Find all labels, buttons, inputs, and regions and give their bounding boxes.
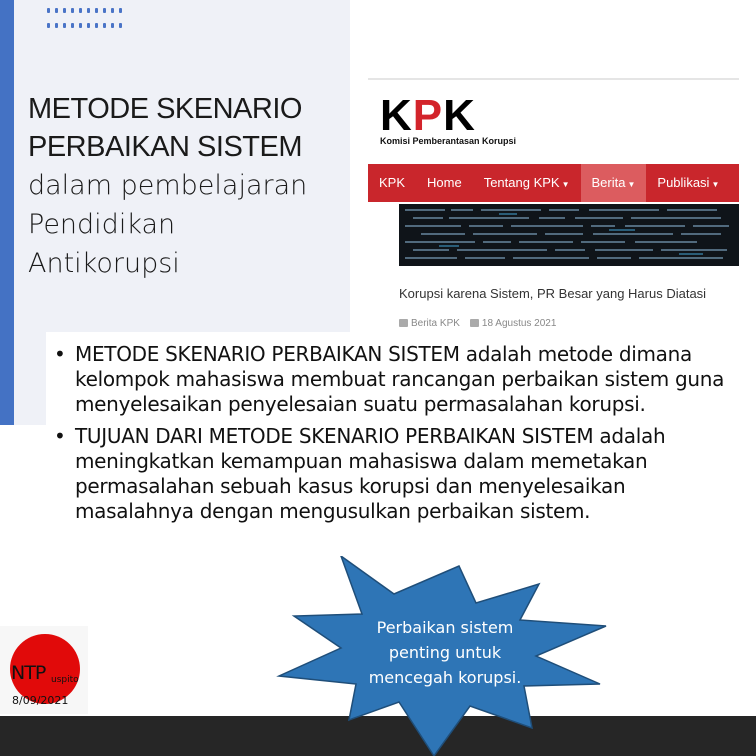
nav-label: KPK bbox=[379, 175, 406, 190]
title-line-2: PERBAIKAN SISTEM bbox=[28, 131, 303, 163]
bullet-list bbox=[54, 342, 734, 531]
kpk-logo[interactable] bbox=[380, 91, 517, 146]
nav-label: Tentang KPK bbox=[483, 175, 560, 190]
article-image[interactable] bbox=[399, 204, 739, 266]
meta-date bbox=[470, 318, 557, 329]
nav-item-berita[interactable] bbox=[581, 164, 647, 202]
calendar-icon bbox=[470, 319, 479, 327]
article-meta bbox=[399, 318, 556, 329]
nav-item-home[interactable] bbox=[416, 164, 473, 202]
title-line-1: METODE SKENARIO bbox=[28, 93, 302, 125]
caret-down-icon: ▼ bbox=[711, 180, 720, 189]
left-accent-bar bbox=[0, 0, 14, 425]
title-line-3: dalam pembelajaran bbox=[28, 170, 308, 201]
slide-date: 8/09/2021 bbox=[12, 694, 69, 707]
callout-line-2: penting untuk bbox=[388, 643, 502, 662]
title-line-5: Antikorupsi bbox=[28, 248, 180, 279]
kpk-logo-subtitle: Komisi Pemberantasan Korupsi bbox=[380, 136, 517, 146]
nav-label: Publikasi bbox=[657, 175, 710, 190]
bullet-item: • METODE SKENARIO PERBAIKAN SISTEM adalah metode dimana kelompok mahasiswa membuat rancangan perbaikan sistem guna menyelesaikan penyelesaian suatu permasalahan korupsi. bbox=[54, 342, 734, 417]
nav-item-publikasi[interactable] bbox=[646, 164, 730, 202]
meta-date-label: 18 Agustus 2021 bbox=[481, 318, 557, 329]
logo-suffix: uspito bbox=[51, 675, 79, 685]
caret-down-icon: ▼ bbox=[627, 180, 636, 189]
author-logo bbox=[0, 626, 88, 714]
callout-text bbox=[354, 615, 536, 690]
code-background-image bbox=[399, 204, 739, 266]
decorative-dots bbox=[47, 8, 127, 38]
kpk-navbar bbox=[368, 164, 739, 202]
meta-category-label: Berita KPK bbox=[411, 318, 460, 329]
nav-label: Berita bbox=[591, 175, 626, 190]
nav-item-kpk[interactable] bbox=[368, 164, 416, 202]
title-line-4: Pendidikan bbox=[28, 209, 176, 240]
kpk-logo-text: KPK bbox=[380, 91, 476, 140]
callout-line-3: mencegah korupsi. bbox=[368, 668, 522, 687]
callout-line-1: Perbaikan sistem bbox=[376, 618, 514, 637]
bullet-item: • TUJUAN DARI METODE SKENARIO PERBAIKAN SISTEM adalah meningkatkan kemampuan mahasiswa dalam memetakan permasalahan sebuah kasus korupsi dan menyelesaikan masalahnya dengan mengusulkan perbaikan sistem. bbox=[54, 424, 734, 524]
caret-down-icon: ▼ bbox=[561, 180, 570, 189]
folder-icon bbox=[399, 319, 408, 327]
nav-label: Home bbox=[427, 175, 462, 190]
kpk-website-screenshot bbox=[368, 78, 739, 340]
slide-title bbox=[28, 90, 348, 283]
logo-initials: NTP bbox=[11, 662, 46, 684]
nav-item-tentang-kpk[interactable] bbox=[473, 164, 581, 202]
meta-category[interactable] bbox=[399, 318, 460, 329]
article-headline[interactable]: Korupsi karena Sistem, PR Besar yang Harus Diatasi bbox=[399, 286, 707, 301]
